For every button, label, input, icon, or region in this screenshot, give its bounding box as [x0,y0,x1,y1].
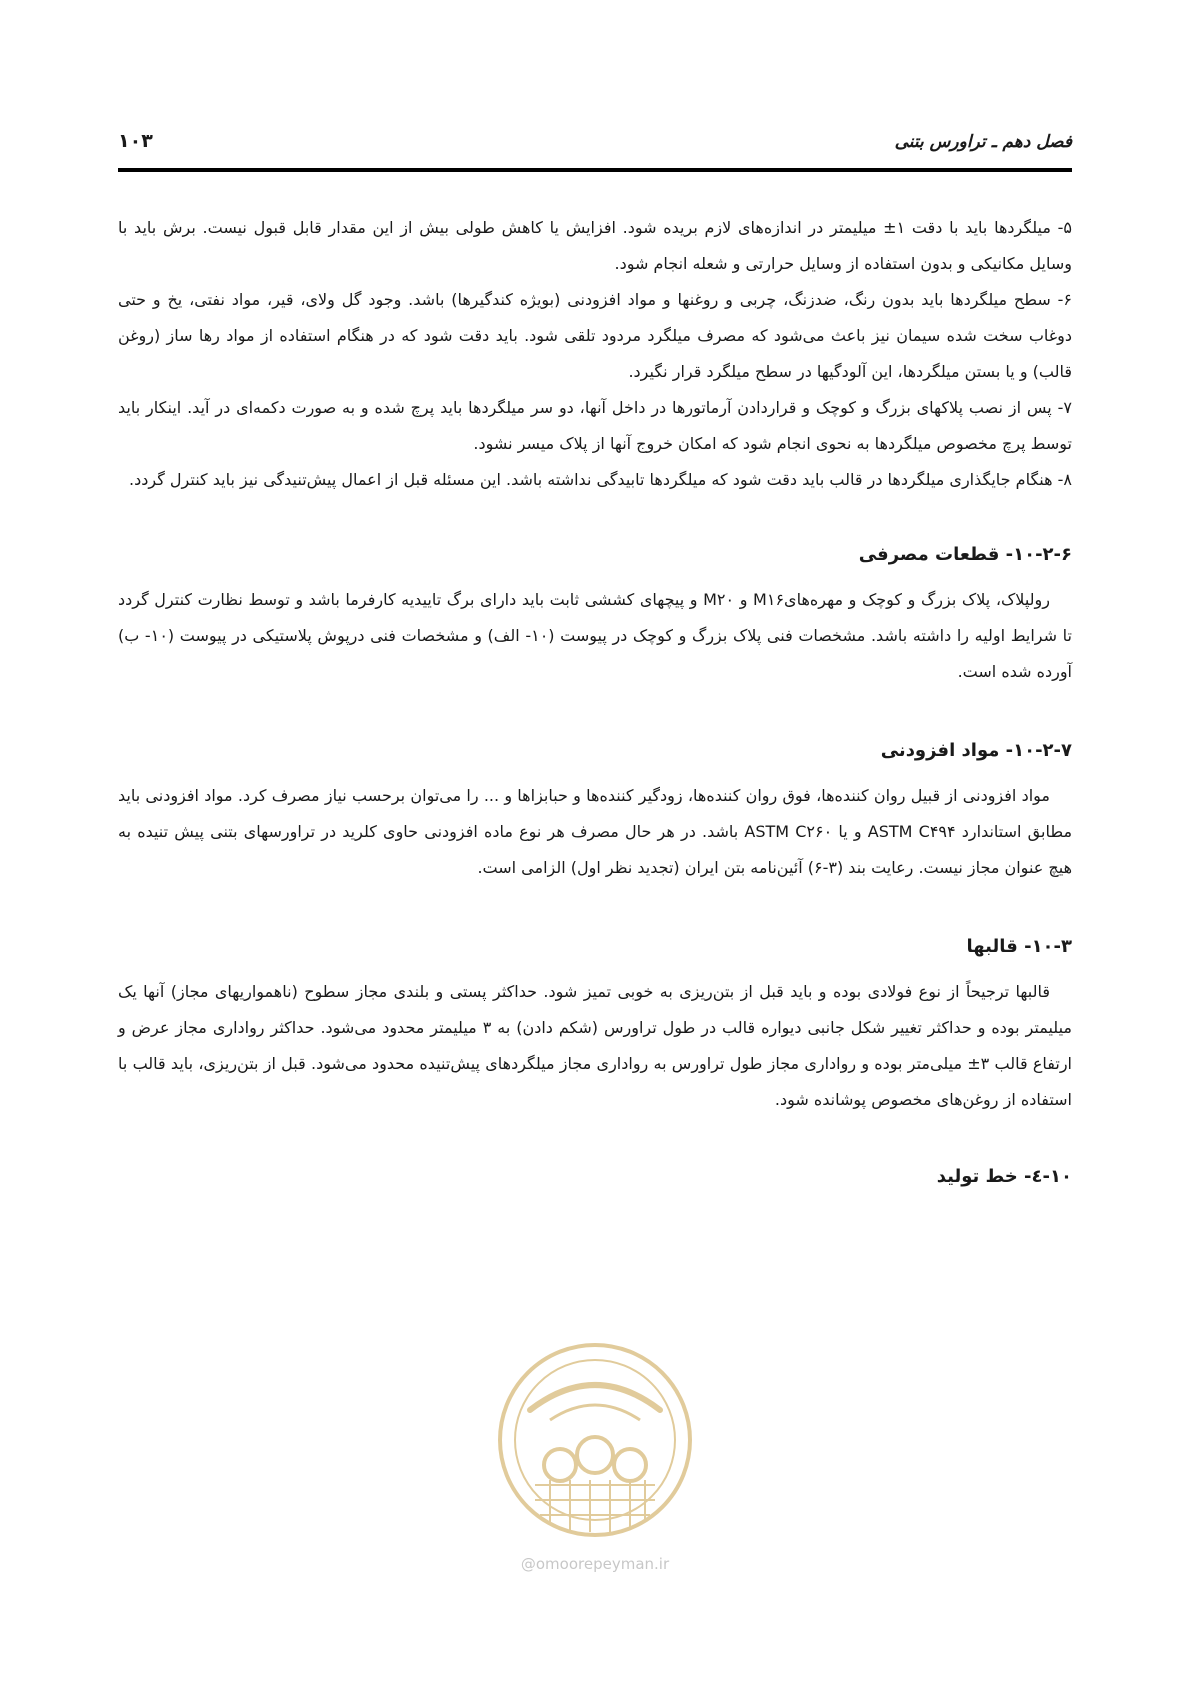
list-item-8: ۸- هنگام جایگذاری میلگردها در قالب باید دقت شود که میلگردها تابیدگی نداشته باشد. این مسئله قبل از اعمال پیش‌تنیدگی نیز باید کنترل گردد. [129,470,1072,489]
watermark-logo [490,1340,700,1590]
list-item-6: ۶- سطح میلگردها باید بدون رنگ، ضدزنگ، چربی و روغنها و مواد افزودنی (بویژه کندگیرها) باشد. وجود گل ولای، قیر، مواد نفتی، یخ و حتی دوغاب سخت شده سیمان نیز باعث می‌شود که مصرف میلگرد مردود تلقی شود. باید دقت شود که در هنگام استفاده از مواد رها ساز (روغن قالب) و یا بستن میلگردها، این آلودگیها در سطح میلگرد قرار نگیرد. [118,290,1072,381]
section-heading-molds: ۱۰-۳- قالبها [966,936,1072,957]
chapter-title: فصل دهم ـ تراورس بتنی [894,132,1072,152]
section-body-admixtures: مواد افزودنی از قبیل روان کننده‌ها، فوق روان کننده‌ها، زودگیر کننده‌ها و حبابزاها و ... را می‌توان برحسب نیاز مصرف کرد. مواد افزودنی باید مطابق استاندارد ASTM C۴۹۴ و یا ASTM C۲۶۰ باشد. در هر حال مصرف هر نوع ماده افزودنی حاوی کلرید در تراورسهای بتنی پیش تنیده به هیچ عنوان مجاز نیست. رعایت بند (۳-۶) آئین‌نامه بتن ایران (تجدید نظر اول) الزامی است. [118,786,1073,877]
watermark-emblem-icon [490,1340,700,1550]
header-rule [118,168,1072,172]
section-body-consumable-parts: رولپلاک، پلاک بزرگ و کوچک و مهره‌هایM۱۶ و M۲۰ و پیچهای کششی ثابت باید دارای برگ تاییدیه کارفرما باشد و توسط نظارت کنترل گردد تا شرایط اولیه را داشته باشد. مشخصات فنی پلاک بزرگ و کوچک در پیوست (۱۰- الف) و مشخصات فنی درپوش پلاستیکی در پیوست (۱۰- ب) آورده شده است. [118,590,1072,681]
section-heading-production-line: ۱۰-٤- خط تولید [936,1166,1072,1187]
section-heading-consumable-parts: ۱۰-۲-۶- قطعات مصرفی [858,544,1072,565]
page-number: ۱۰۳ [118,130,153,152]
list-item-5: ۵- میلگردها باید با دقت ۱± میلیمتر در اندازه‌های لازم بریده شود. افزایش یا کاهش طولی بیش از این مقدار قابل قبول نیست. برش باید با وسایل مکانیکی و بدون استفاده از وسایل حرارتی و شعله انجام شود. [118,218,1072,273]
section-heading-admixtures: ۱۰-۲-۷- مواد افزودنی [880,740,1072,761]
main-content [118,210,1072,1204]
page-header [118,128,1072,164]
section-body-molds: قالبها ترجیحاً از نوع فولادی بوده و باید قبل از بتن‌ریزی به خوبی تمیز شود. حداکثر پستی و بلندی مجاز سطوح (ناهمواریهای مجاز) آنها یک میلیمتر بوده و حداکثر تغییر شکل جانبی دیواره قالب در طول تراورس (شکم دادن) به ۳ میلیمتر محدود می‌شود. حداکثر رواداری مجاز عرض و ارتفاع قالب ۳± میلی‌متر بوده و رواداری مجاز طول تراورس به رواداری مجاز میلگردهای پیش‌تنیده محدود می‌شود. قبل از بتن‌ریزی، باید قالب با استفاده از روغن‌های مخصوص پوشانده شود. [118,982,1073,1109]
watermark-url: @omoorepeyman.ir [520,1555,670,1573]
list-item-7: ۷- پس از نصب پلاکهای بزرگ و کوچک و قراردادن آرماتورها در داخل آنها، دو سر میلگردها باید پرچ شده و به صورت دکمه‌ای در آید. اینکار باید توسط پرچ مخصوص میلگردها به نحوی انجام شود که امکان خروج آنها از پلاک میسر نشود. [118,398,1072,453]
